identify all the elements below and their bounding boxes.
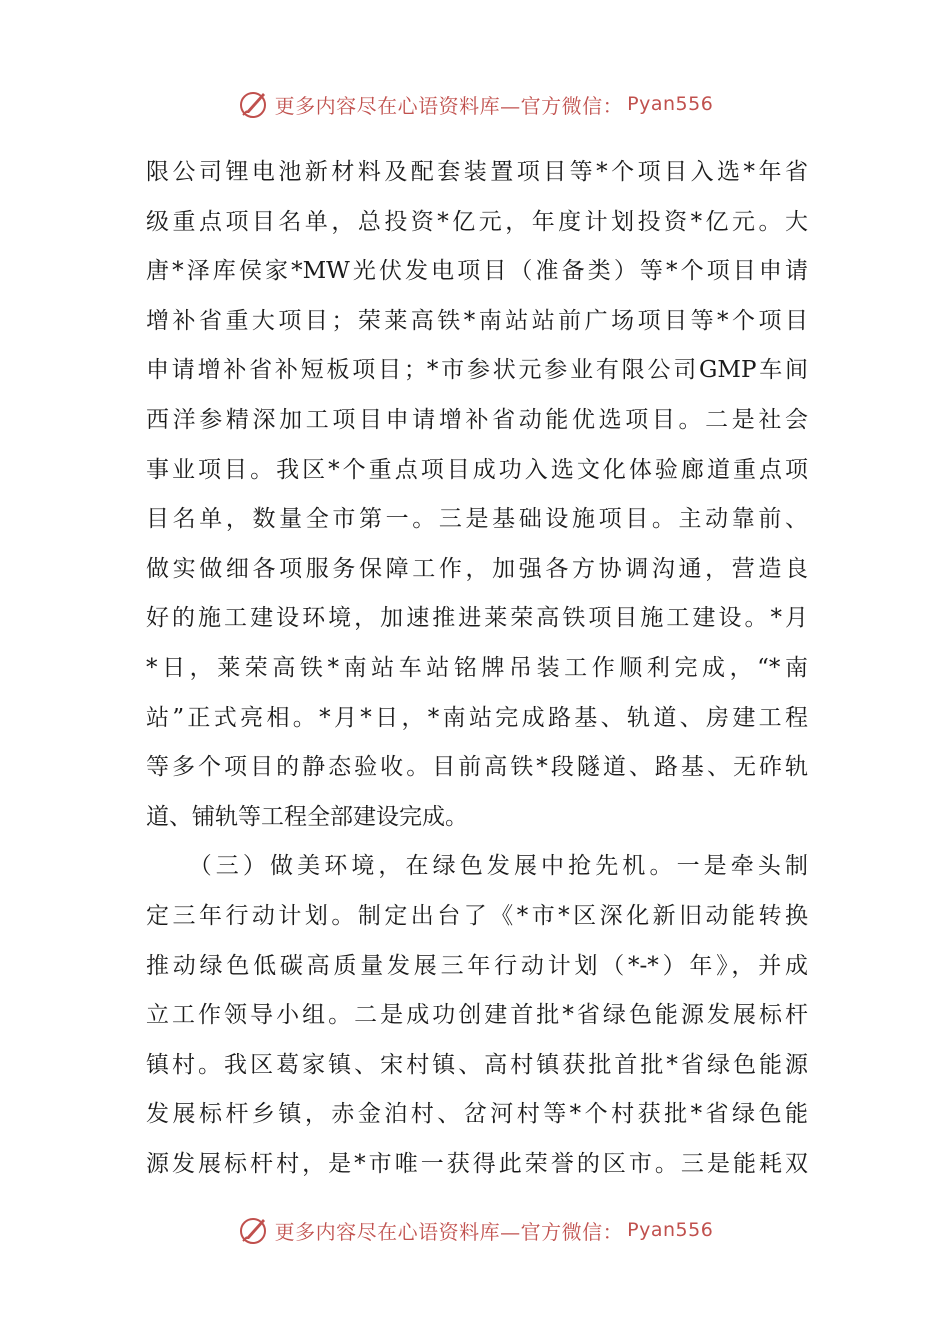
text-line: 限公司锂电池新材料及配套装置项目等*个项目入选*年省 <box>146 159 808 185</box>
text-line: 源发展标杆村，是*市唯一获得此荣誉的区市。三是能耗双 <box>146 1150 808 1177</box>
text-line: 事业项目。我区*个重点项目成功入选文化体验廊道重点项 <box>146 456 808 483</box>
document-body <box>146 148 808 1189</box>
text-line: 等多个项目的静态验收。目前高铁*段隧道、路基、无砟轨 <box>146 754 808 781</box>
text-line: 西洋参精深加工项目申请增补省动能优选项目。二是社会 <box>146 406 808 433</box>
text-line: 站”正式亮相。*月*日，*南站完成路基、轨道、房建工程 <box>146 704 808 731</box>
footer-watermark-banner <box>0 1210 950 1250</box>
text-line: 推动绿色低碳高质量发展三年行动计划（*-*）年》，并成 <box>146 952 808 979</box>
text-line: 镇村。我区葛家镇、宋村镇、高村镇获批首批*省绿色能源 <box>146 1051 808 1078</box>
text-line: *日，莱荣高铁*南站车站铭牌吊装工作顺利完成，“*南 <box>146 654 808 681</box>
text-line: 道、铺轨等工程全部建设完成。 <box>146 803 468 830</box>
text-line: 增补省重大项目；荣莱高铁*南站站前广场项目等*个项目 <box>146 307 808 334</box>
text-line: 级重点项目名单，总投资*亿元，年度计划投资*亿元。大 <box>146 208 808 235</box>
wechat-id: Pyan556 <box>627 1219 714 1241</box>
text-line: 发展标杆乡镇，赤金泊村、岔河村等*个村获批*省绿色能 <box>146 1101 808 1128</box>
wechat-id: Pyan556 <box>627 93 714 115</box>
watermark-text: 更多内容尽在心语资料库—官方微信： <box>274 1219 624 1244</box>
text-line: 立工作领导小组。二是成功创建首批*省绿色能源发展标杆 <box>146 1002 808 1029</box>
text-line: 申请增补省补短板项目；*市参状元参业有限公司GMP车间 <box>146 357 808 384</box>
text-line: 好的施工建设环境，加速推进莱荣高铁项目施工建设。*月 <box>146 605 808 632</box>
text-line: 做实做细各项服务保障工作，加强各方协调沟通，营造良 <box>146 555 808 582</box>
quill-pen-logo-icon <box>237 1213 271 1247</box>
quill-pen-logo-icon <box>237 87 271 121</box>
text-line: 目名单，数量全市第一。三是基础设施项目。主动靠前、 <box>146 506 808 533</box>
text-line: 定三年行动计划。制定出台了《*市*区深化新旧动能转换 <box>146 902 808 929</box>
text-line: 唐*泽库侯家*MW光伏发电项目（准备类）等*个项目申请 <box>146 258 808 285</box>
header-watermark-banner <box>0 84 950 124</box>
watermark-text: 更多内容尽在心语资料库—官方微信： <box>274 93 624 118</box>
text-line: （三）做美环境，在绿色发展中抢先机。一是牵头制 <box>146 853 808 880</box>
